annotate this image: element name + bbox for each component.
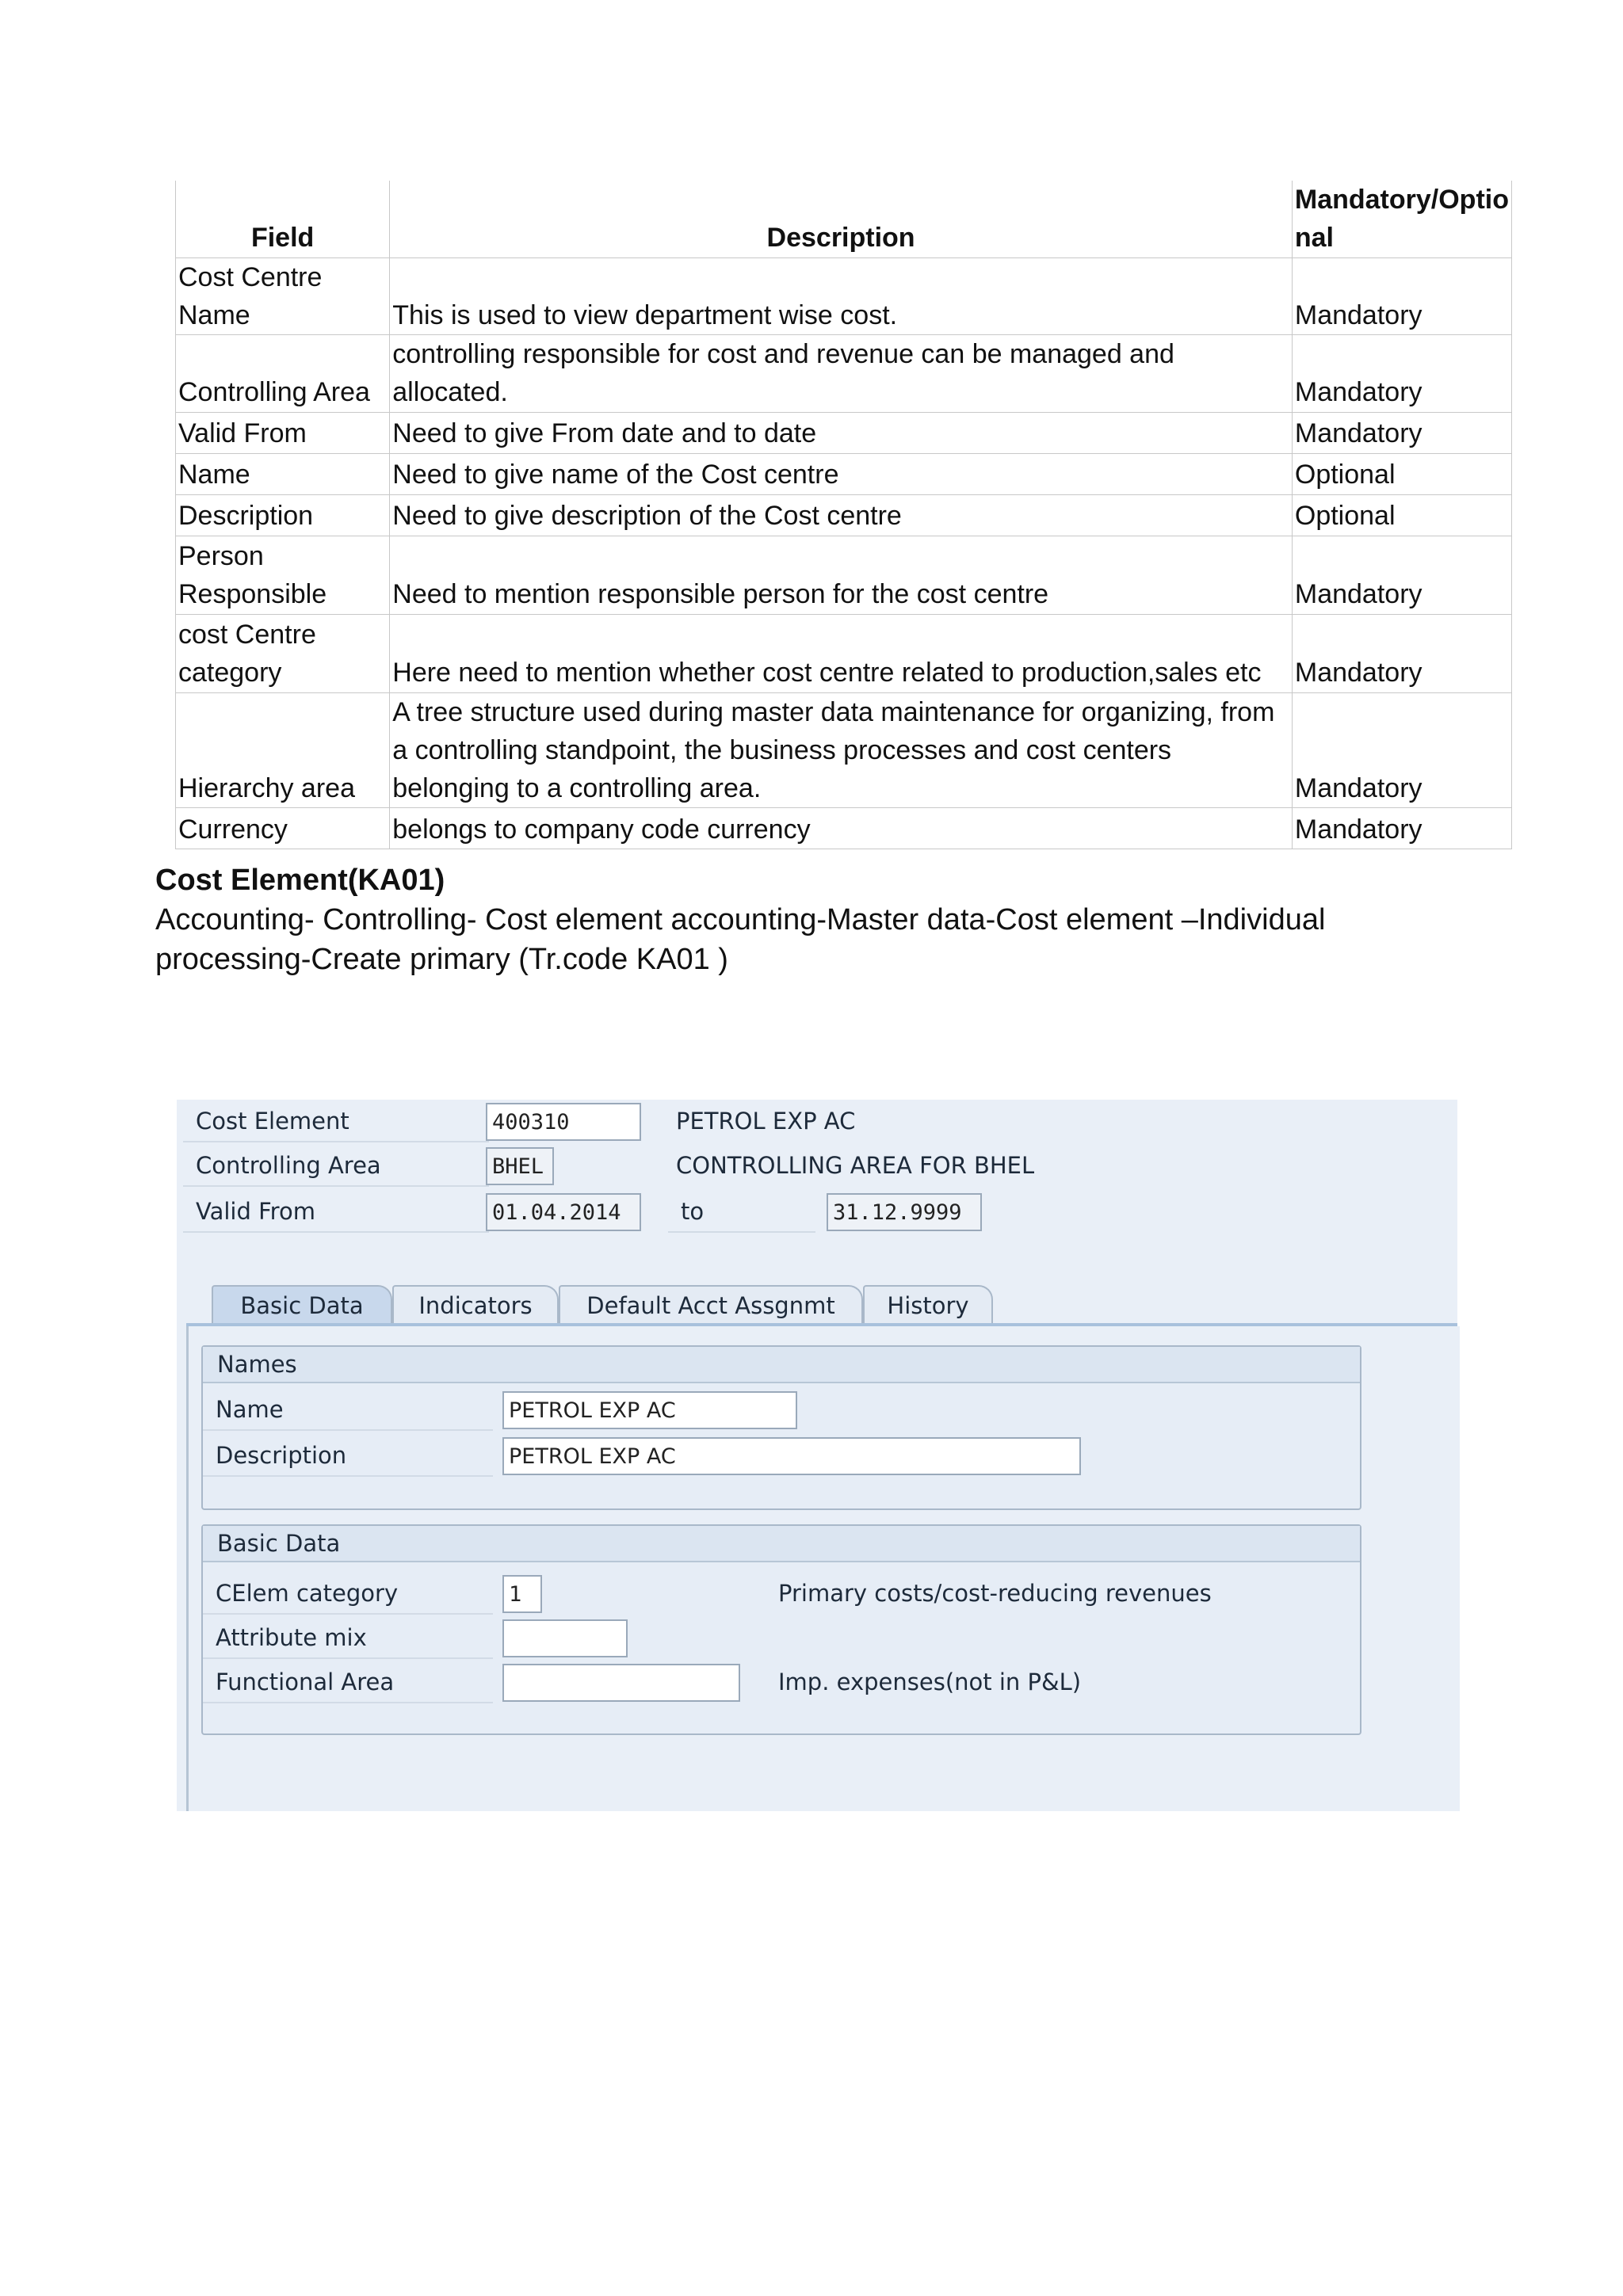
tab-default-acct-assgnmt[interactable]: Default Acct Assgnmt: [559, 1285, 863, 1325]
menu-path: Accounting- Controlling- Cost element accounting-Master data-Cost element –Individual processing-Create primary (Tr.code KA01 ): [155, 903, 1326, 976]
controlling-area-label: Controlling Area: [183, 1146, 489, 1187]
cell-field: cost Centre category: [176, 614, 390, 692]
functional-area-input[interactable]: [502, 1664, 740, 1702]
controlling-area-input[interactable]: BHEL: [486, 1147, 554, 1185]
field-table: [175, 181, 1512, 849]
cell-mandatory: Mandatory: [1292, 808, 1511, 849]
cell-mandatory: Mandatory: [1292, 536, 1511, 614]
cell-description: Need to give From date and to date: [390, 412, 1293, 453]
names-group-title: Names: [203, 1347, 1360, 1383]
celem-category-text: Primary costs/cost-reducing revenues: [778, 1580, 1212, 1607]
cell-description: A tree structure used during master data maintenance for organizing, from a controlling standpoint, the business processes and cost centers belonging to a controlling area.: [390, 692, 1293, 808]
to-label: to: [668, 1192, 815, 1233]
valid-to-input[interactable]: 31.12.9999: [827, 1193, 982, 1231]
cell-description: This is used to view department wise cost.: [390, 257, 1293, 335]
names-group: [201, 1345, 1361, 1510]
cell-field: Description: [176, 494, 390, 536]
cell-description: Need to give description of the Cost centre: [390, 494, 1293, 536]
cell-mandatory: Mandatory: [1292, 614, 1511, 692]
controlling-area-text: CONTROLLING AREA FOR BHEL: [676, 1152, 1035, 1179]
section-title: Cost Element(KA01): [155, 864, 445, 897]
cell-field: Person Responsible: [176, 536, 390, 614]
header-field: Field: [176, 181, 390, 257]
table-header-row: [176, 181, 1512, 257]
cost-element-input[interactable]: 400310: [486, 1103, 641, 1141]
celem-category-input[interactable]: 1: [502, 1575, 542, 1613]
cell-field: Hierarchy area: [176, 692, 390, 808]
table-row: [176, 412, 1512, 453]
cell-description: Need to give name of the Cost centre: [390, 453, 1293, 494]
tab-history[interactable]: History: [863, 1285, 993, 1325]
cell-field: Controlling Area: [176, 335, 390, 413]
cell-description: Here need to mention whether cost centre related to production,sales etc: [390, 614, 1293, 692]
cell-description: controlling responsible for cost and revenue can be managed and allocated.: [390, 335, 1293, 413]
tab-basic-data[interactable]: Basic Data: [212, 1285, 392, 1325]
table-row: [176, 453, 1512, 494]
cell-description: Need to mention responsible person for the cost centre: [390, 536, 1293, 614]
cell-mandatory: Mandatory: [1292, 412, 1511, 453]
description-input[interactable]: PETROL EXP AC: [502, 1437, 1081, 1475]
functional-area-label: Functional Area: [203, 1662, 493, 1703]
cell-field: Valid From: [176, 412, 390, 453]
cell-mandatory: Mandatory: [1292, 335, 1511, 413]
header-mandatory: Mandatory/Optio nal: [1292, 181, 1511, 257]
table-row: [176, 335, 1512, 413]
valid-from-input[interactable]: 01.04.2014: [486, 1193, 641, 1231]
header-description: Description: [390, 181, 1293, 257]
table-row: [176, 494, 1512, 536]
table-row: [176, 808, 1512, 849]
name-input[interactable]: PETROL EXP AC: [502, 1391, 797, 1429]
cell-mandatory: Mandatory: [1292, 257, 1511, 335]
cell-description: belongs to company code currency: [390, 808, 1293, 849]
cell-field: Name: [176, 453, 390, 494]
cost-element-text: PETROL EXP AC: [676, 1108, 856, 1135]
cell-field: Cost Centre Name: [176, 257, 390, 335]
description-label: Description: [203, 1436, 493, 1477]
cell-mandatory: Mandatory: [1292, 692, 1511, 808]
cost-element-label: Cost Element: [183, 1101, 489, 1142]
table-row: [176, 614, 1512, 692]
basic-data-group: [201, 1524, 1361, 1735]
cell-mandatory: Optional: [1292, 453, 1511, 494]
tab-indicators[interactable]: Indicators: [392, 1285, 559, 1325]
table-row: [176, 257, 1512, 335]
functional-area-text: Imp. expenses(not in P&L): [778, 1669, 1082, 1695]
celem-category-label: CElem category: [203, 1573, 493, 1615]
attribute-mix-input[interactable]: [502, 1619, 628, 1657]
cell-field: Currency: [176, 808, 390, 849]
sap-screen: [177, 1100, 1457, 1811]
table-row: [176, 692, 1512, 808]
cell-mandatory: Optional: [1292, 494, 1511, 536]
tab-content: [186, 1326, 1460, 1811]
table-row: [176, 536, 1512, 614]
basic-data-group-title: Basic Data: [203, 1526, 1360, 1562]
valid-from-label: Valid From: [183, 1192, 489, 1233]
section-block: [155, 860, 1344, 979]
name-label: Name: [203, 1390, 493, 1431]
attribute-mix-label: Attribute mix: [203, 1618, 493, 1659]
